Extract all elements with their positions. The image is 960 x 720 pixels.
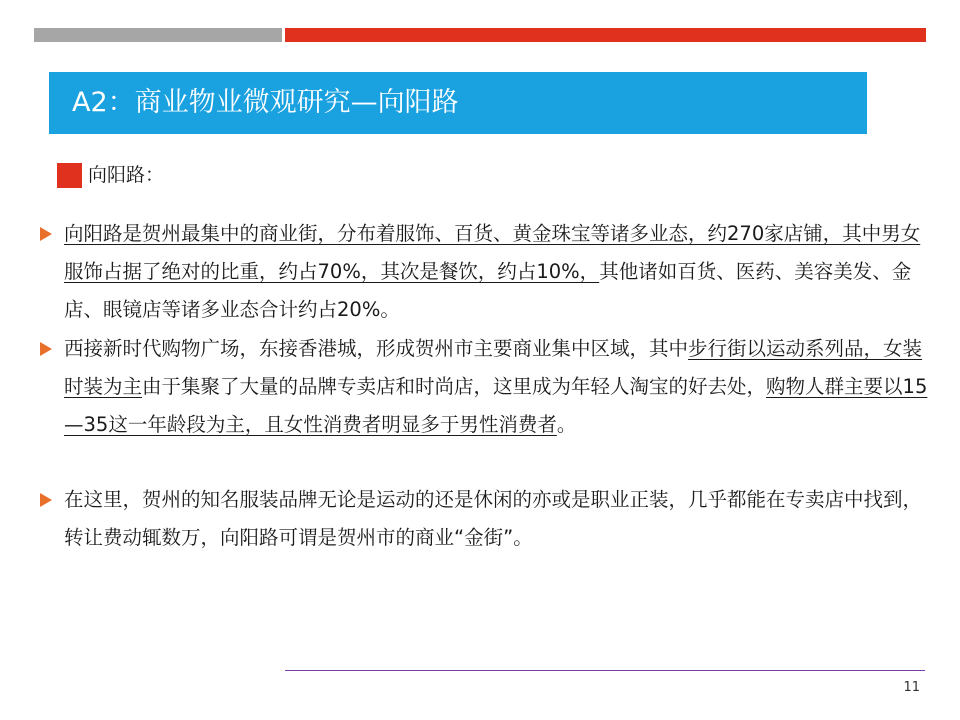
paragraph-2-underlined-2: 购物人群主要以15—35这一年龄段为主，且女性消费者明显多于男性消费者 [64, 375, 928, 436]
paragraph-1 [64, 215, 936, 329]
slide-title: A2：商业物业微观研究—向阳路 [72, 87, 459, 118]
paragraph-1-underlined: 向阳路是贺州最集中的商业街，分布着服饰、百货、黄金珠宝等诸多业态，约270家店铺，其中男女服饰占据了绝对的比重，约占70%，其次是餐饮，约占10%， [64, 222, 921, 283]
paragraph-2-part-2: 由于集聚了大量的品牌专卖店和时尚店，这里成为年轻人淘宝的好去处， [142, 375, 767, 398]
paragraph-2-part-1: 西接新时代购物广场，东接香港城，形成贺州市主要商业集中区域，其中 [64, 337, 689, 360]
top-bar-gray [34, 28, 282, 42]
paragraph-3 [64, 481, 936, 557]
bullet-arrow-icon [40, 227, 52, 241]
paragraph-3-text: 在这里，贺州的知名服装品牌无论是运动的还是休闲的亦或是职业正装，几乎都能在专卖店中找到，转让费动辄数万，向阳路可谓是贺州市的商业“金街”。 [64, 488, 923, 549]
footer-divider [285, 670, 925, 671]
paragraph-2 [64, 330, 936, 444]
page-number: 11 [903, 680, 920, 695]
section-marker [57, 163, 82, 188]
paragraph-2-underlined-1: 步行街以运动系列品，女装时装为主 [64, 337, 923, 398]
bullet-arrow-icon [40, 493, 52, 507]
paragraph-2-end: 。 [556, 413, 577, 436]
bullet-arrow-icon [40, 342, 52, 356]
top-bar-red [285, 28, 926, 42]
section-label: 向阳路： [88, 164, 165, 186]
paragraph-1-rest: 其他诸如百货、医药、美容美发、金店、眼镜店等诸多业态合计约占20%。 [64, 260, 912, 321]
